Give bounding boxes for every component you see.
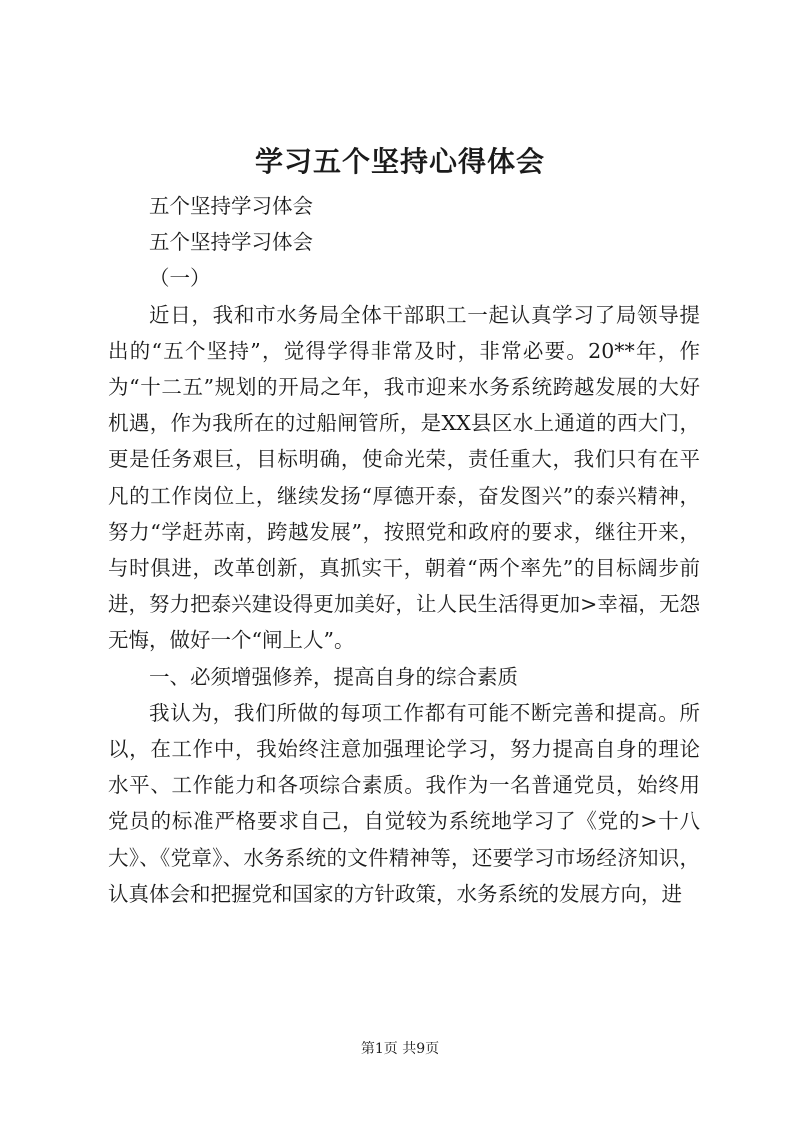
body-paragraph: 我认为，我们所做的每项工作都有可能不断完善和提高。所以，在工作中，我始终注意加强理论学习，努力提高自身的理论水平、工作能力和各项综合素质。我作为一名普通党员，始终用党员的标准严格要求自己，自觉较为系统地学习了《党的>十八大》、《党章》、水务系统的文件精神等，还要学习市场经济知识，认真体会和把握党和国家的方针政策，水务系统的发展方向，进 — [108, 700, 700, 906]
subtitle-line: 五个坚持学习体会 — [149, 194, 313, 218]
document-body — [108, 188, 700, 912]
document-title: 学习五个坚持心得体会 — [254, 145, 545, 178]
section-heading: 一、必须增强修养，提高自身的综合素质 — [149, 664, 518, 689]
section-number: （一） — [149, 266, 211, 291]
page-footer: 第1页 共9页 — [360, 1041, 440, 1057]
subtitle-line: 五个坚持学习体会 — [149, 230, 313, 255]
body-paragraph: 近日，我和市水务局全体干部职工一起认真学习了局领导提出的“五个坚持”，觉得学得非常及时，非常必要。20**年，作为“十二五”规划的开局之年，我市迎来水务系统跨越发展的大好机遇，作为我所在的过船闸管所，是XX县区水上通道的西大门，更是任务艰巨，目标明确，使命光荣，责任重大，我们只有在平凡的工作岗位上，继续发扬“厚德开泰，奋发图兴”的泰兴精神，努力“学赶苏南，跨越发展”，按照党和政府的要求，继往开来，与时俱进，改革创新，真抓实干，朝着“两个率先”的目标阔步前进，努力把泰兴建设得更加美好，让人民生活得更加>幸福，无怨无悔，做好一个“闸上人”。 — [108, 302, 700, 653]
